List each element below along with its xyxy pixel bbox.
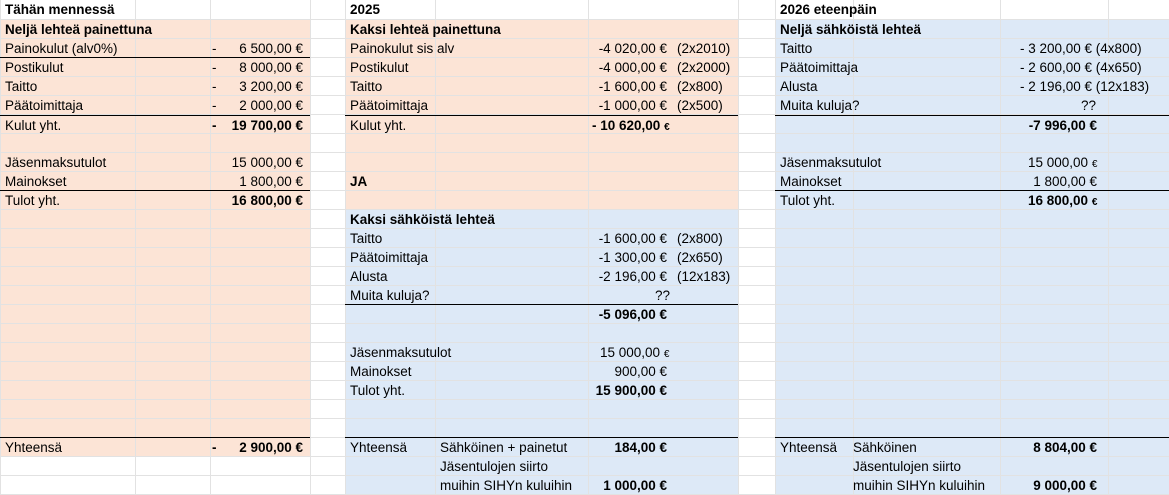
income-2026-total-label[interactable]: Tulot yht. (780, 193, 836, 208)
past-income-value[interactable]: 1 800,00 € (239, 174, 303, 189)
costs-2026-total-value[interactable]: -7 996,00 € (1028, 118, 1097, 133)
electronic-cost-note[interactable]: (2x650) (677, 250, 723, 265)
past-sum-label[interactable]: Yhteensä (5, 440, 63, 455)
income-2026-label[interactable]: Mainokset (780, 174, 842, 189)
gridline (0, 209, 1169, 210)
header-past[interactable]: Tähän mennessä (5, 2, 115, 17)
past-costs-total-label[interactable]: Kulut yht. (5, 118, 62, 133)
income-total-amount: 16 800,00 (1028, 193, 1089, 208)
cost-2026-label[interactable]: Alusta (780, 79, 818, 94)
electronic-2026-title[interactable]: Neljä sähköistä lehteä (780, 22, 922, 37)
past-income-label[interactable]: Mainokset (5, 174, 67, 189)
electronic-2025-title[interactable]: Kaksi sähköistä lehteä (350, 212, 495, 227)
past-costs-total-dash: - (212, 118, 217, 133)
gridline (345, 0, 346, 495)
sum-2026-label[interactable]: Yhteensä (780, 440, 838, 455)
ja-label[interactable]: JA (350, 174, 368, 189)
past-cost-value[interactable]: 8 000,00 € (239, 60, 303, 75)
cost-2026-value[interactable]: ?? (1080, 98, 1096, 113)
transfer-2026-value[interactable]: 9 000,00 € (1033, 478, 1097, 493)
gridline (775, 0, 776, 495)
income-2025-label[interactable]: Mainokset (350, 364, 412, 379)
past-cost-dash: - (212, 98, 217, 113)
cost-2026-value[interactable]: - 3 200,00 € (4x800) (1020, 41, 1142, 56)
border (775, 115, 1169, 116)
cost-2026-label[interactable]: Taitto (780, 41, 813, 56)
electronic-cost-label[interactable]: Alusta (350, 269, 388, 284)
income-amount: 15 000,00 (600, 345, 661, 360)
printed-cost-label[interactable]: Postikulut (350, 60, 409, 75)
printed-cost-note[interactable]: (2x800) (677, 79, 723, 94)
transfer-2025-line1[interactable]: Jäsentulojen siirto (440, 459, 549, 474)
income-2025-label[interactable]: Jäsenmaksutulot (350, 345, 452, 360)
income-2026-value[interactable]: 1 800,00 € (1033, 174, 1097, 189)
gridline (135, 0, 136, 495)
printed-cost-value[interactable]: -4 020,00 € (598, 41, 667, 56)
income-amount: 15 000,00 (1028, 155, 1089, 170)
past-cost-value[interactable]: 2 000,00 € (239, 98, 303, 113)
gridline (0, 0, 1, 495)
past-sum-dash: - (212, 440, 217, 455)
printed-cost-value[interactable]: -4 000,00 € (598, 60, 667, 75)
past-cost-label[interactable]: Painokulut (alv0%) (5, 41, 118, 56)
electronic-cost-value[interactable]: ?? (654, 288, 670, 303)
electronic-cost-label[interactable]: Taitto (350, 231, 383, 246)
sum-2025-label[interactable]: Yhteensä (350, 440, 408, 455)
gridline (0, 418, 1169, 419)
past-cost-value[interactable]: 6 500,00 € (239, 41, 303, 56)
header-2026[interactable]: 2026 eteenpäin (780, 2, 877, 17)
income-2025-total-label[interactable]: Tulot yht. (350, 383, 406, 398)
past-cost-label[interactable]: Taitto (5, 79, 38, 94)
electronic-cost-label[interactable]: Päätoimittaja (350, 250, 429, 265)
income-2026-total-value[interactable] (1028, 191, 1097, 210)
past-income-value[interactable]: 15 000,00 € (231, 155, 303, 170)
electronic-cost-value[interactable]: -1 600,00 € (598, 231, 667, 246)
electronic-cost-note[interactable]: (2x800) (677, 231, 723, 246)
past-cost-value[interactable]: 3 200,00 € (239, 79, 303, 94)
gridline (0, 342, 1169, 343)
sum-2025-desc[interactable]: Sähköinen + painetut (440, 440, 568, 455)
income-2025-value[interactable] (600, 343, 669, 362)
income-2026-label[interactable]: Jäsenmaksutulot (780, 155, 882, 170)
printed-cost-note[interactable]: (2x2000) (677, 60, 731, 75)
past-income-total-value[interactable]: 16 800,00 € (231, 193, 303, 208)
past-cost-label[interactable]: Päätoimittaja (5, 98, 84, 113)
past-cost-dash: - (212, 79, 217, 94)
printed-cost-value[interactable]: -1 000,00 € (598, 98, 667, 113)
printed-cost-label[interactable]: Painokulut sis alv (350, 41, 455, 56)
sum-2026-value[interactable]: 8 804,00 € (1033, 440, 1097, 455)
past-section-title[interactable]: Neljä lehteä painettuna (5, 22, 153, 37)
income-2025-total-value[interactable]: 15 900,00 € (595, 383, 667, 398)
gridline (0, 152, 1169, 153)
income-2025-value[interactable]: 900,00 € (614, 364, 667, 379)
electronic-total-value[interactable]: -5 096,00 € (598, 307, 667, 322)
transfer-2026-line2[interactable]: muihin SIHYn kuluihin (853, 478, 986, 493)
cost-2026-label[interactable]: Päätoimittaja (780, 60, 859, 75)
cost-2026-value[interactable]: - 2 196,00 € (12x183) (1020, 79, 1150, 94)
header-2025[interactable]: 2025 (350, 2, 381, 17)
printed-cost-note[interactable]: (2x2010) (677, 41, 731, 56)
electronic-cost-note[interactable]: (12x183) (677, 269, 731, 284)
euro-sign: € (664, 122, 670, 133)
past-costs-total-value[interactable]: 19 700,00 € (231, 118, 303, 133)
gridline (0, 171, 1169, 172)
printed-total-value[interactable] (592, 116, 670, 135)
gridline (0, 133, 1169, 134)
sum-2026-desc[interactable]: Sähköinen (853, 440, 917, 455)
gridline (0, 19, 1169, 20)
printed-cost-label[interactable]: Taitto (350, 79, 383, 94)
past-income-label[interactable]: Jäsenmaksutulot (5, 155, 107, 170)
cost-2026-value[interactable]: - 2 600,00 € (4x650) (1020, 60, 1142, 75)
printed-total-amount: - 10 620,00 (592, 118, 661, 133)
electronic-cost-label[interactable]: Muita kuluja? (350, 288, 430, 303)
printed-total-label[interactable]: Kulut yht. (350, 118, 407, 133)
printed-2025-title[interactable]: Kaksi lehteä painettuna (350, 22, 501, 37)
transfer-2025-value[interactable]: 1 000,00 € (603, 478, 667, 493)
transfer-2026-line1[interactable]: Jäsentulojen siirto (853, 459, 962, 474)
cost-2026-label[interactable]: Muita kuluja? (780, 98, 860, 113)
past-sum-value[interactable]: 2 900,00 € (239, 440, 303, 455)
printed-cost-label[interactable]: Päätoimittaja (350, 98, 429, 113)
gridline (310, 0, 311, 495)
printed-cost-note[interactable]: (2x500) (677, 98, 723, 113)
euro-sign: € (1091, 197, 1098, 208)
sum-2025-value[interactable]: 184,00 € (614, 440, 667, 455)
past-income-total-label[interactable]: Tulot yht. (5, 193, 61, 208)
past-cost-label[interactable]: Postikulut (5, 60, 64, 75)
income-2026-value[interactable] (1028, 153, 1097, 172)
printed-cost-value[interactable]: -1 600,00 € (598, 79, 667, 94)
gridline (435, 0, 436, 495)
transfer-2025-line2[interactable]: muihin SIHYn kuluihin (440, 478, 573, 493)
euro-sign: € (1091, 159, 1098, 170)
past-cost-dash: - (212, 41, 217, 56)
euro-sign: € (663, 349, 670, 360)
past-cost-dash: - (212, 60, 217, 75)
electronic-cost-value[interactable]: -2 196,00 € (598, 269, 667, 284)
gridline (1000, 0, 1001, 495)
electronic-cost-value[interactable]: -1 300,00 € (598, 250, 667, 265)
gridline (738, 0, 739, 495)
